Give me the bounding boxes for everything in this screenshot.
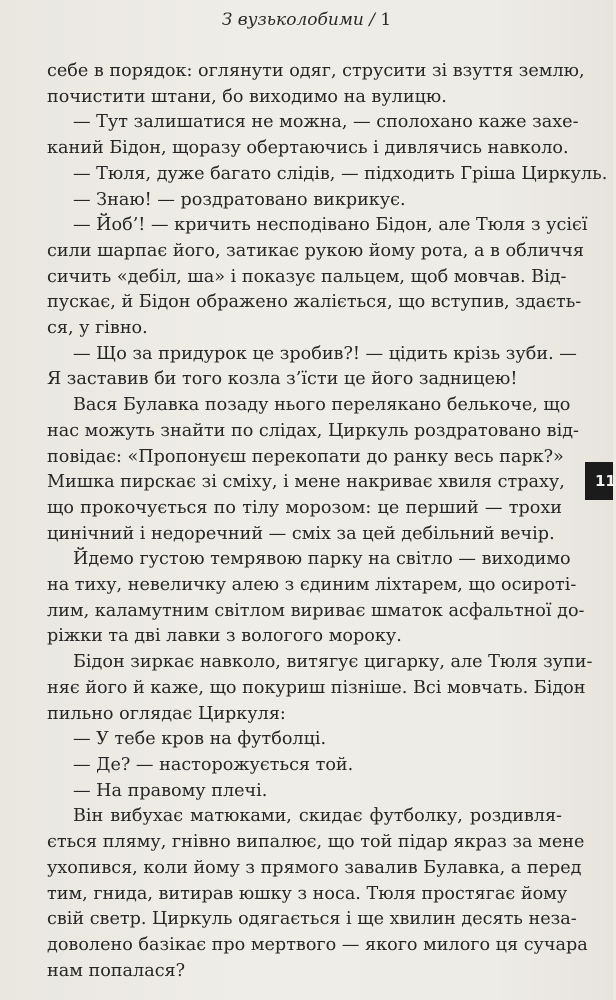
text-line: що прокочується по тілу морозом: це перший — трохи <box>47 497 562 518</box>
text-line: доволено базікає про мертвого — якого милого ця сучара <box>47 934 588 955</box>
text-line: нам попалася? <box>47 960 186 981</box>
text-line: Вася Булавка позаду нього перелякано белькоче, що <box>73 395 571 416</box>
text-line: нас можуть знайти по слідах, Циркуль роздратовано від- <box>47 420 579 441</box>
text-line: свій светр. Циркуль одягається і ще хвилин десять неза- <box>47 909 577 930</box>
text-line: ється пляму, гнівно випалює, що той підар якраз за мене <box>47 832 585 853</box>
running-head-number: 1 <box>380 10 392 30</box>
text-line: повідає: «Пропонуєш перекопати до ранку весь парк?» <box>47 446 564 467</box>
text-line: — Тут залишатися не можна, — сполохано каже захе- <box>73 112 579 133</box>
text-line: ріжки та дві лавки з вологого мороку. <box>47 626 402 647</box>
text-line: пускає, й Бідон ображено жаліється, що вступив, здаєть- <box>47 292 582 313</box>
text-line: няє його й каже, що покуриш пізніше. Всі мовчать. Бідон <box>47 677 586 698</box>
text-line: пильно оглядає Циркуля: <box>47 703 286 724</box>
text-line: Бідон зиркає навколо, витягує цигарку, але Тюля зупи- <box>73 652 593 673</box>
running-head <box>0 10 613 30</box>
text-line: на тиху, невеличку алею з єдиним ліхтарем, що осироті- <box>47 575 577 596</box>
text-line: тим, гнида, витирав юшку з носа. Тюля простягає йому <box>47 883 568 904</box>
text-line: сили шарпає його, затикає рукою йому рота, а в обличчя <box>47 240 584 261</box>
text-line: ухопився, коли йому з прямого завалив Булавка, а перед <box>47 857 582 878</box>
running-head-separator: / <box>369 10 375 30</box>
text-line: Мишка пирскає зі сміху, і мене накриває хвиля страху, <box>47 472 565 493</box>
text-line: лим, каламутним світлом вириває шматок асфальтної до- <box>47 600 585 621</box>
text-line: — Знаю! — роздратовано викрикує. <box>73 189 406 210</box>
page-number-tab: 11 <box>585 462 613 500</box>
text-line: каний Бідон, щоразу обертаючись і дивлячись навколо. <box>47 138 569 159</box>
text-line: ся, у гівно. <box>47 318 148 339</box>
text-line: — Де? — насторожується той. <box>73 754 354 775</box>
running-head-title: З вузьколобими <box>221 10 364 30</box>
text-line: — На правому плечі. <box>73 780 268 801</box>
text-line: Він вибухає матюками, скидає футболку, роздивля- <box>73 806 562 827</box>
text-line: цинічний і недоречний — сміх за цей дебільний вечір. <box>47 523 555 544</box>
text-line: Йдемо густою темрявою парку на світло — виходимо <box>73 549 571 570</box>
text-line: — У тебе кров на футболці. <box>73 729 327 750</box>
text-line: себе в порядок: оглянути одяг, струсити зі взуття землю, <box>47 61 585 81</box>
text-line: — Що за придурок це зробив?! — цідить крізь зуби. — <box>73 343 577 364</box>
text-line: — Йоб’! — кричить несподівано Бідон, але Тюля з усієї <box>73 215 588 236</box>
text-line: — Тюля, дуже багато слідів, — підходить Гріша Циркуль. <box>73 163 608 184</box>
text-line: сичить «дебіл, ша» і показує пальцем, щоб мовчав. Від- <box>47 266 567 287</box>
text-line: Я заставив би того козла з’їсти це його задницею! <box>47 369 518 390</box>
text-line: почистити штани, бо виходимо на вулицю. <box>47 86 447 107</box>
